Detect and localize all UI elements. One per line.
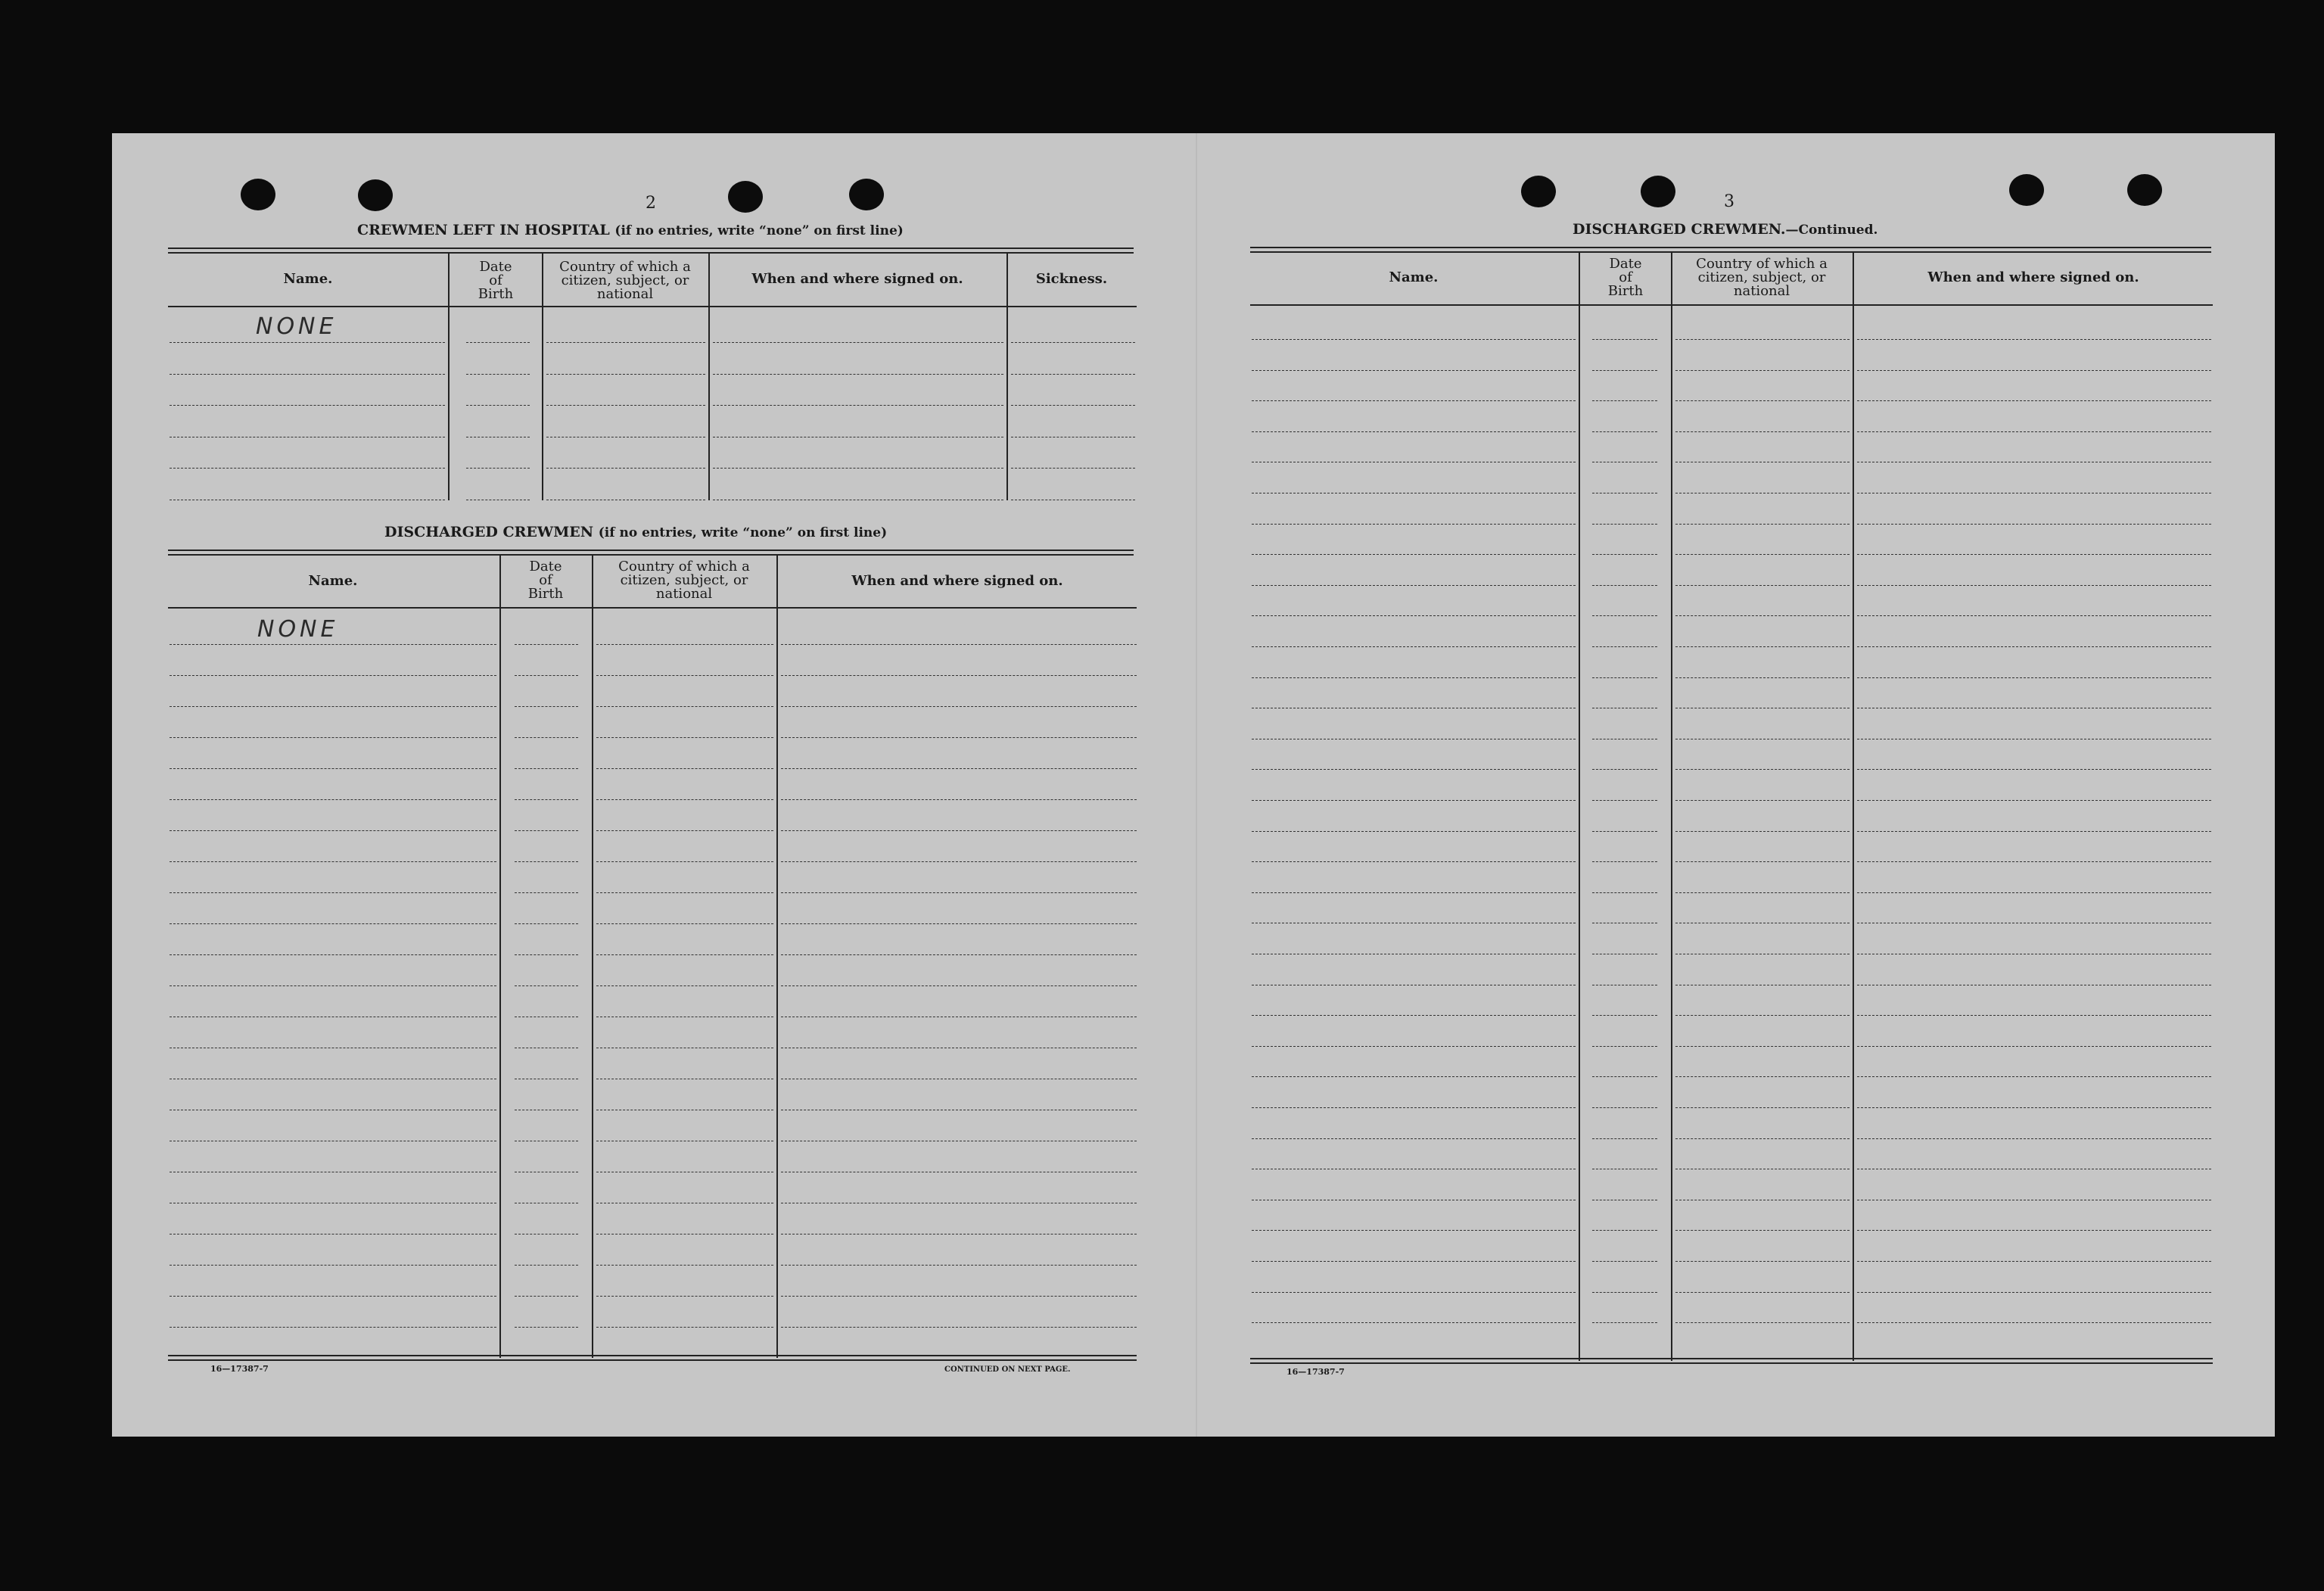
entry-line — [1857, 431, 2211, 432]
entry-line — [1857, 1046, 2211, 1047]
header-line: national — [655, 586, 713, 602]
entry-line — [1252, 431, 1576, 432]
entry-line — [1592, 339, 1657, 340]
entry-line — [1592, 554, 1657, 555]
entry-line — [1675, 1292, 1850, 1293]
entry-line — [170, 405, 445, 406]
entry-line — [596, 892, 773, 893]
col-header-country — [543, 260, 707, 301]
entry-line — [1857, 677, 2211, 678]
header-rule — [168, 607, 1137, 609]
entry-line — [515, 644, 578, 645]
header-line: Country of which a — [559, 259, 691, 275]
page-fold — [1196, 133, 1197, 1437]
entry-line — [1857, 524, 2211, 525]
entry-line — [781, 954, 1137, 955]
entry-line — [713, 405, 1003, 406]
entry-line — [515, 1265, 578, 1266]
entry-line — [1252, 1322, 1576, 1323]
entry-line — [1592, 1046, 1657, 1047]
header-line: national — [596, 286, 654, 302]
section-subtitle: (if no entries, write “none” on first line) — [598, 525, 888, 540]
entry-line — [781, 892, 1137, 893]
entry-line — [1592, 800, 1657, 801]
entry-line — [546, 374, 705, 375]
entry-line — [1857, 861, 2211, 862]
entry-line — [1857, 1107, 2211, 1108]
col-header-dob — [451, 260, 540, 301]
column-divider — [542, 252, 543, 500]
entry-line — [1857, 800, 2211, 801]
entry-line — [713, 374, 1003, 375]
punch-hole — [241, 179, 275, 210]
col-header-name: Name. — [308, 573, 358, 589]
entry-line — [170, 830, 496, 831]
entry-line — [1252, 861, 1576, 862]
entry-line — [781, 706, 1137, 707]
entry-line — [596, 706, 773, 707]
entry-line — [170, 342, 445, 343]
entry-line — [515, 799, 578, 800]
entry-line — [1252, 1076, 1576, 1077]
entry-line — [1675, 800, 1850, 801]
column-divider — [1006, 252, 1008, 500]
entry-line — [170, 861, 496, 862]
entry-line — [1675, 1322, 1850, 1323]
entry-line — [1592, 1261, 1657, 1262]
discharged-section-title — [384, 524, 887, 540]
section-title-text: CREWMEN LEFT IN HOSPITAL — [357, 222, 610, 238]
entry-line — [546, 342, 705, 343]
entry-line — [1857, 1138, 2211, 1139]
entry-line — [170, 1327, 496, 1328]
entry-line — [1857, 1076, 2211, 1077]
entry-line — [1675, 1046, 1850, 1047]
entry-line — [1675, 1015, 1850, 1016]
entry-line — [515, 923, 578, 924]
header-line: Country of which a — [618, 559, 750, 574]
entry-line — [515, 985, 578, 986]
entry-line — [1592, 769, 1657, 770]
section-title-text: DISCHARGED CREWMEN. — [1573, 221, 1786, 238]
form-number: 16—17387-7 — [210, 1364, 269, 1374]
entry-line — [781, 675, 1137, 676]
entry-line — [596, 644, 773, 645]
entry-line — [1857, 339, 2211, 340]
header-line: of — [539, 572, 552, 588]
col-header-dob — [1582, 257, 1669, 298]
header-line: citizen, subject, or — [1697, 269, 1826, 285]
entry-line — [170, 985, 496, 986]
section-rule — [168, 248, 1134, 254]
entry-line — [515, 1234, 578, 1235]
entry-line — [546, 405, 705, 406]
section-subtitle: (if no entries, write “none” on first line) — [614, 223, 904, 238]
entry-line — [1592, 1230, 1657, 1231]
entry-line — [1011, 374, 1135, 375]
entry-line — [466, 342, 530, 343]
entry-line — [466, 468, 530, 469]
entry-line — [1252, 1261, 1576, 1262]
entry-line — [1252, 524, 1576, 525]
entry-line — [1675, 831, 1850, 832]
entry-line — [170, 644, 496, 645]
punch-hole — [358, 179, 393, 211]
entry-line — [1592, 831, 1657, 832]
header-line: of — [489, 272, 502, 288]
col-header-signed-on: When and where signed on. — [751, 271, 963, 287]
entry-line — [1592, 1076, 1657, 1077]
header-line: citizen, subject, or — [620, 572, 748, 588]
entry-line — [515, 706, 578, 707]
entry-line — [1675, 370, 1850, 371]
entry-line — [781, 1265, 1137, 1266]
header-line: Country of which a — [1696, 256, 1828, 272]
column-divider — [1579, 251, 1580, 1361]
entry-line — [1252, 1107, 1576, 1108]
column-divider — [1853, 251, 1854, 1361]
entry-line — [1857, 646, 2211, 647]
entry-line — [515, 737, 578, 738]
entry-line — [1252, 677, 1576, 678]
entry-line — [1675, 1107, 1850, 1108]
entry-line — [781, 923, 1137, 924]
entry-line — [1592, 892, 1657, 893]
entry-line — [1675, 554, 1850, 555]
col-header-signed-on: When and where signed on. — [1927, 269, 2139, 285]
entry-line — [596, 954, 773, 955]
header-rule — [168, 306, 1137, 307]
entry-line — [515, 892, 578, 893]
entry-line — [1592, 615, 1657, 616]
punch-hole — [849, 179, 884, 210]
section-title-text: DISCHARGED CREWMEN — [384, 524, 594, 540]
entry-line — [170, 468, 445, 469]
header-line: Date — [1609, 256, 1642, 272]
entry-line — [1592, 677, 1657, 678]
entry-line — [1252, 554, 1576, 555]
entry-line — [1592, 524, 1657, 525]
entry-line — [1675, 524, 1850, 525]
entry-line — [596, 1327, 773, 1328]
entry-line — [1592, 1107, 1657, 1108]
entry-line — [1675, 431, 1850, 432]
entry-line — [781, 799, 1137, 800]
entry-line — [1857, 831, 2211, 832]
column-divider — [776, 554, 778, 1358]
column-divider — [499, 554, 501, 1358]
entry-line — [1675, 769, 1850, 770]
entry-line — [170, 374, 445, 375]
entry-line — [515, 954, 578, 955]
col-header-sickness: Sickness. — [1035, 271, 1108, 287]
handwritten-entry: NONE — [257, 616, 339, 643]
entry-line — [781, 985, 1137, 986]
punch-hole — [2127, 174, 2162, 206]
entry-line — [1592, 585, 1657, 586]
entry-line — [1592, 1138, 1657, 1139]
entry-line — [1675, 861, 1850, 862]
entry-line — [515, 675, 578, 676]
entry-line — [1857, 585, 2211, 586]
entry-line — [781, 768, 1137, 769]
entry-line — [713, 342, 1003, 343]
entry-line — [1675, 400, 1850, 401]
column-divider — [592, 554, 593, 1358]
entry-line — [1252, 769, 1576, 770]
entry-line — [596, 861, 773, 862]
entry-line — [466, 374, 530, 375]
entry-line — [1011, 468, 1135, 469]
entry-line — [781, 644, 1137, 645]
header-line: of — [1619, 269, 1632, 285]
punch-hole — [2009, 174, 2044, 206]
entry-line — [1252, 615, 1576, 616]
col-header-name: Name. — [283, 271, 333, 287]
header-line: national — [1733, 283, 1790, 299]
entry-line — [1592, 646, 1657, 647]
entry-line — [1252, 400, 1576, 401]
entry-line — [1675, 615, 1850, 616]
entry-line — [170, 706, 496, 707]
header-line: Birth — [527, 586, 564, 602]
entry-line — [515, 861, 578, 862]
entry-line — [1857, 554, 2211, 555]
entry-line — [781, 861, 1137, 862]
entry-line — [1252, 800, 1576, 801]
punch-hole — [1641, 176, 1675, 207]
entry-line — [596, 768, 773, 769]
punch-hole — [1521, 176, 1556, 207]
entry-line — [1675, 1138, 1850, 1139]
entry-line — [1592, 1292, 1657, 1293]
entry-line — [170, 892, 496, 893]
entry-line — [781, 1234, 1137, 1235]
entry-line — [515, 768, 578, 769]
entry-line — [170, 923, 496, 924]
entry-line — [1675, 646, 1850, 647]
entry-line — [1252, 370, 1576, 371]
continued-note: CONTINUED ON NEXT PAGE. — [944, 1365, 1071, 1374]
entry-line — [1252, 1046, 1576, 1047]
entry-line — [1252, 585, 1576, 586]
entry-line — [1252, 892, 1576, 893]
entry-line — [1857, 370, 2211, 371]
entry-line — [1252, 1292, 1576, 1293]
col-header-signed-on: When and where signed on. — [851, 573, 1063, 589]
entry-line — [1857, 1015, 2211, 1016]
entry-line — [1857, 1261, 2211, 1262]
page-number: 2 — [646, 194, 656, 213]
header-line: Date — [529, 559, 562, 574]
entry-line — [1592, 370, 1657, 371]
entry-line — [1675, 1230, 1850, 1231]
entry-line — [170, 675, 496, 676]
entry-line — [596, 737, 773, 738]
entry-line — [515, 830, 578, 831]
handwritten-entry: NONE — [256, 313, 338, 340]
form-number: 16—17387-7 — [1286, 1367, 1345, 1377]
entry-line — [1011, 405, 1135, 406]
entry-line — [1857, 1322, 2211, 1323]
entry-line — [1592, 861, 1657, 862]
header-line: Date — [479, 259, 512, 275]
entry-line — [1857, 400, 2211, 401]
section-subtitle: —Continued. — [1785, 223, 1878, 238]
header-rule — [1250, 304, 2213, 306]
entry-line — [1592, 400, 1657, 401]
entry-line — [596, 985, 773, 986]
entry-line — [1857, 1292, 2211, 1293]
bottom-rule — [168, 1355, 1137, 1361]
header-line: Birth — [478, 286, 514, 302]
col-header-country — [593, 560, 775, 601]
column-divider — [448, 252, 450, 500]
entry-line — [466, 405, 530, 406]
entry-line — [515, 1327, 578, 1328]
entry-line — [596, 923, 773, 924]
entry-line — [1675, 1076, 1850, 1077]
entry-line — [1252, 1230, 1576, 1231]
entry-line — [1675, 677, 1850, 678]
entry-line — [1857, 1230, 2211, 1231]
entry-line — [596, 1296, 773, 1297]
entry-line — [546, 468, 705, 469]
entry-line — [1675, 339, 1850, 340]
punch-hole — [728, 181, 763, 213]
column-divider — [1671, 251, 1672, 1361]
entry-line — [1592, 1015, 1657, 1016]
bottom-rule — [1250, 1358, 2213, 1364]
entry-line — [170, 737, 496, 738]
entry-line — [170, 1296, 496, 1297]
page-number: 3 — [1724, 192, 1734, 211]
entry-line — [1252, 339, 1576, 340]
header-line: Birth — [1607, 283, 1644, 299]
col-header-name: Name. — [1389, 269, 1439, 285]
col-header-dob — [501, 560, 590, 601]
entry-line — [1252, 646, 1576, 647]
entry-line — [1252, 1138, 1576, 1139]
entry-line — [170, 768, 496, 769]
entry-line — [713, 468, 1003, 469]
entry-line — [596, 1265, 773, 1266]
entry-line — [1675, 892, 1850, 893]
entry-line — [1592, 1322, 1657, 1323]
entry-line — [596, 1234, 773, 1235]
entry-line — [170, 1265, 496, 1266]
discharged-continued-title — [1573, 221, 1878, 238]
entry-line — [1857, 615, 2211, 616]
entry-line — [1011, 342, 1135, 343]
entry-line — [1857, 892, 2211, 893]
entry-line — [170, 954, 496, 955]
entry-line — [1592, 431, 1657, 432]
col-header-country — [1672, 257, 1851, 298]
entry-line — [596, 675, 773, 676]
entry-line — [170, 1234, 496, 1235]
entry-line — [781, 1327, 1137, 1328]
entry-line — [781, 737, 1137, 738]
entry-line — [1675, 1261, 1850, 1262]
entry-line — [781, 1296, 1137, 1297]
entry-line — [515, 1296, 578, 1297]
section-rule — [168, 550, 1134, 556]
entry-line — [1675, 585, 1850, 586]
entry-line — [781, 830, 1137, 831]
entry-line — [1252, 1015, 1576, 1016]
header-line: citizen, subject, or — [561, 272, 689, 288]
scanned-form-sheet — [112, 133, 2275, 1437]
column-divider — [708, 252, 710, 500]
entry-line — [596, 830, 773, 831]
entry-line — [1252, 831, 1576, 832]
entry-line — [1857, 769, 2211, 770]
entry-line — [596, 799, 773, 800]
section-rule — [1250, 247, 2211, 253]
entry-line — [170, 799, 496, 800]
hospital-section-title — [357, 222, 904, 238]
